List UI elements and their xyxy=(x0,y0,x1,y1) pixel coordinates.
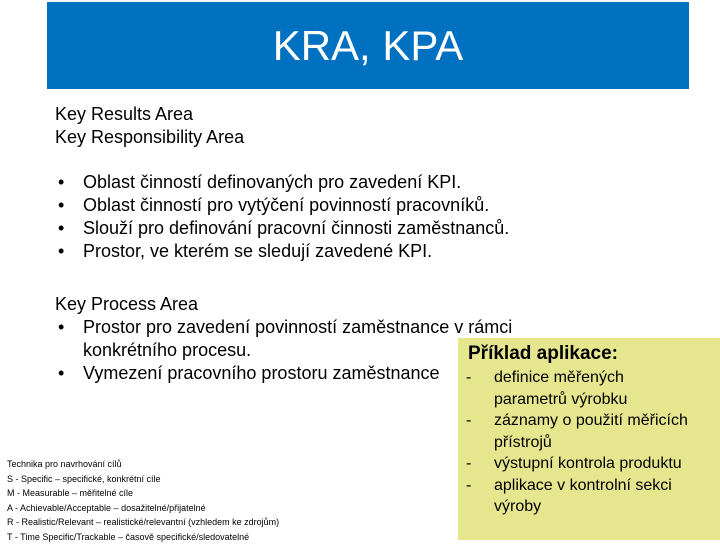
smart-line: R - Realistic/Relevant – realistické/relevantní (vzhledem ke zdrojům) xyxy=(7,515,279,530)
example-line: - definice měřených xyxy=(494,367,688,389)
kpa-line: • Vymezení pracovního prostoru zaměstnance xyxy=(83,362,512,385)
example-line: - záznamy o použití měřicích xyxy=(494,410,688,432)
list-item: • Slouží pro definování pracovní činnosti zaměstnanců. xyxy=(55,217,509,240)
list-item: • Oblast činností pro vytýčení povinností pracovníků. xyxy=(55,194,509,217)
example-heading: Příklad aplikace: xyxy=(468,343,618,365)
list-item: • Prostor, ve kterém se sledují zavedené KPI. xyxy=(55,240,509,263)
smart-line: M - Measurable – měřitelné cíle xyxy=(7,486,279,501)
smart-line: T - Time Specific/Trackable – časově specifické/sledovatelné xyxy=(7,530,279,544)
kpa-line: • Prostor pro zavedení povinností zaměstnance v rámci xyxy=(83,316,512,339)
kpa-heading: Key Process Area xyxy=(55,293,512,316)
example-line: - aplikace v kontrolní sekci xyxy=(494,475,688,497)
smart-notes xyxy=(7,457,279,544)
smart-line: A - Achievable/Acceptable – dosažitelné/přijatelné xyxy=(7,501,279,516)
list-item xyxy=(458,367,688,410)
kpa-line: konkrétního procesu. xyxy=(83,339,512,362)
list-item xyxy=(55,316,512,362)
page-title: KRA, KPA xyxy=(273,25,464,67)
list-item xyxy=(55,362,512,385)
list-item xyxy=(458,410,688,453)
kpa-section xyxy=(55,293,512,385)
definition-kresp: Key Responsibility Area xyxy=(55,126,244,149)
list-item xyxy=(458,475,688,518)
example-line: výroby xyxy=(494,496,688,518)
definition-kra: Key Results Area xyxy=(55,103,244,126)
list-item xyxy=(458,453,688,475)
example-list xyxy=(458,367,688,518)
example-line: - výstupní kontrola produktu xyxy=(494,453,688,475)
smart-heading: Technika pro navrhování cílů xyxy=(7,457,279,472)
title-bar xyxy=(47,2,689,89)
kpa-bullet-list xyxy=(55,316,512,385)
definitions xyxy=(55,103,244,149)
kra-bullet-list xyxy=(55,171,509,263)
list-item: • Oblast činností definovaných pro zavedení KPI. xyxy=(55,171,509,194)
smart-line: S - Specific – specifické, konkrétní cíle xyxy=(7,472,279,487)
example-box xyxy=(458,338,720,540)
example-line: přístrojů xyxy=(494,432,688,454)
example-line: parametrů výrobku xyxy=(494,389,688,411)
